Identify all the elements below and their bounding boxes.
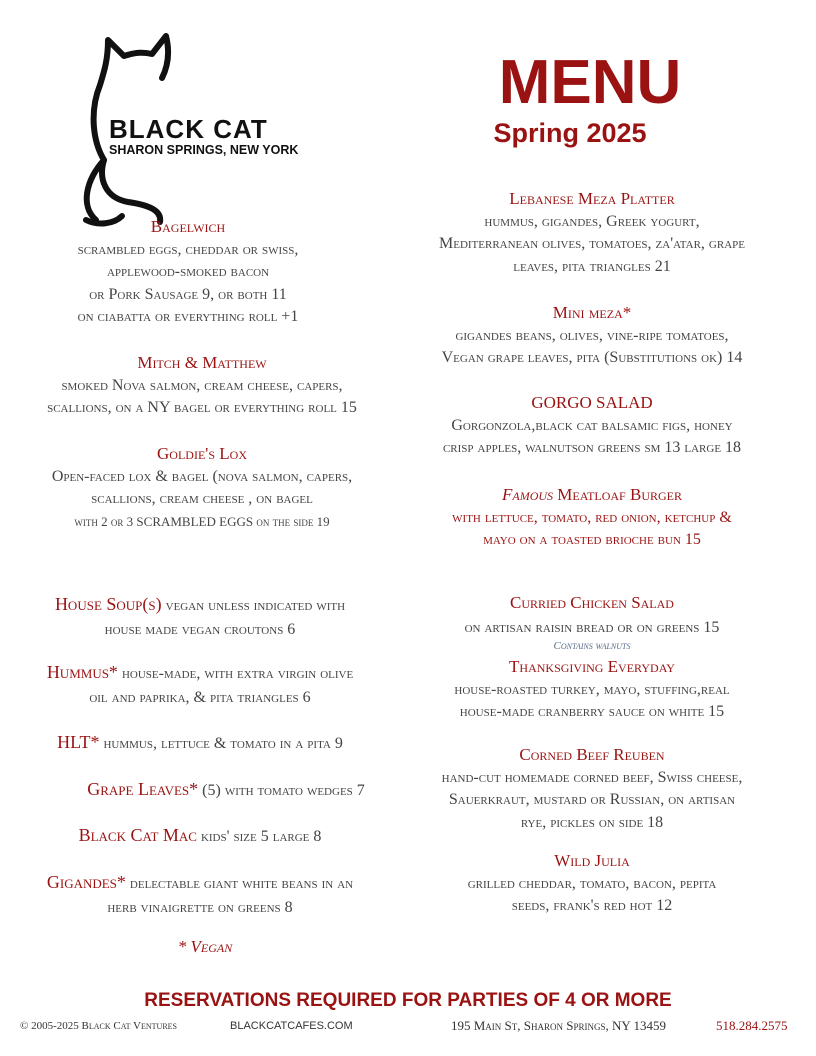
item-desc-line: rye, pickles on side 18: [520, 813, 664, 831]
item-name: Curried Chicken Salad: [510, 593, 674, 612]
item-desc-line: house made vegan croutons 6: [104, 621, 296, 638]
page-subtitle: Spring 2025: [493, 118, 647, 148]
menu-item-goldies-lox: [12, 443, 392, 533]
item-name: House Soup(s): [54, 594, 162, 614]
item-desc-line: Open-faced lox & bagel (nova salmon, capers,: [51, 467, 353, 485]
item-name: Gigandes*: [46, 872, 126, 892]
phone: 518.284.2575: [716, 1018, 788, 1033]
item-desc-line: with 2 or 3 SCRAMBLED EGGS on the side 19: [74, 513, 330, 529]
menu-item-house-soup: [12, 592, 388, 642]
menu-item-gigandes: [12, 870, 388, 920]
item-desc-line: gigandes beans, olives, vine-ripe tomatoes,: [455, 326, 729, 344]
item-desc-line: scallions, on a NY bagel or everything roll 15: [47, 399, 357, 416]
menu-item-corned-beef-reuben: [400, 744, 784, 834]
item-name: Grape Leaves*: [87, 779, 199, 799]
menu-item-mini-meza: [400, 302, 784, 370]
reservations-notice: RESERVATIONS REQUIRED FOR PARTIES OF 4 OR MORE: [144, 990, 672, 1011]
item-name: Goldie's Lox: [157, 444, 247, 463]
item-name: Corned Beef Reuben: [519, 745, 665, 764]
item-desc: house-made, with extra virgin olive: [117, 665, 354, 682]
item-desc-line: Vegan grape leaves, pita (Substitutions ok) 14: [441, 349, 743, 366]
item-name: [400, 484, 784, 507]
menu-item-meatloaf-burger: [400, 484, 784, 552]
item-name: Black Cat Mac: [78, 825, 197, 845]
logo-location: SHARON SPRINGS, NEW YORK: [109, 143, 299, 157]
menu-item-bagelwich: [12, 216, 364, 329]
item-name-prefix: Famous: [501, 485, 554, 504]
item-desc-line: oil and paprika, & pita triangles 6: [89, 689, 311, 706]
item-name: HLT*: [57, 732, 100, 752]
menu-item-lebanese-meza-platter: [400, 188, 784, 278]
item-desc-line: grilled cheddar, tomato, bacon, pepita: [467, 874, 717, 892]
item-name: Bagelwich: [150, 217, 226, 236]
page-title: MENU: [498, 48, 682, 117]
item-desc-line: scrambled eggs, cheddar or swiss,: [77, 240, 299, 258]
item-desc-line: or Pork Sausage 9, or both 11: [89, 285, 287, 303]
item-desc-line: with lettuce, tomato, red onion, ketchup &: [452, 508, 732, 526]
item-desc-line: leaves, pita triangles 21: [513, 257, 671, 275]
item-desc-line: Mediterranean olives, tomatoes, za'atar, grape: [439, 235, 745, 252]
item-desc-line: smoked Nova salmon, cream cheese, capers,: [61, 376, 343, 394]
item-desc-line: hand-cut homemade corned beef, Swiss cheese,: [441, 768, 743, 786]
item-name: Mini meza*: [552, 303, 632, 322]
item-name: Wild Julia: [554, 851, 630, 870]
item-desc-line: herb vinaigrette on greens 8: [107, 899, 293, 916]
address: 195 Main St, Sharon Springs, NY 13459: [451, 1018, 667, 1033]
item-desc-line: crisp apples, walnutson greens sm 13 large 18: [442, 439, 742, 456]
item-desc-line: mayo on a toasted brioche bun 15: [483, 531, 701, 548]
item-desc-line: scallions, cream cheese , on bagel: [91, 490, 313, 507]
menu-item-hummus: [12, 660, 388, 710]
menu-item-thanksgiving-everyday: [400, 656, 784, 724]
item-desc-line: hummus, gigandes, Greek yogurt,: [484, 212, 700, 230]
item-desc-line: Gorgonzola,black cat balsamic figs, honey: [451, 416, 733, 434]
item-desc-line: applewood-smoked bacon: [106, 263, 270, 280]
item-name-main: Meatloaf Burger: [557, 485, 682, 504]
item-desc: hummus, lettuce & tomato in a pita 9: [99, 735, 343, 752]
item-name: Thanksgiving Everyday: [509, 657, 675, 676]
item-note: Contains walnuts: [553, 640, 631, 652]
item-desc-line: house-made cranberry sauce on white 15: [459, 703, 725, 720]
menu-item-mitch-matthew: [12, 352, 392, 420]
item-desc: vegan unless indicated with: [161, 597, 346, 614]
item-desc: kids' size 5 large 8: [196, 828, 322, 845]
menu-item-gorgo-salad: [400, 392, 784, 460]
menu-item-curried-chicken-salad: [400, 592, 784, 653]
item-name: Mitch & Matthew: [137, 353, 267, 372]
item-desc: (5) with tomato wedges 7: [198, 782, 365, 799]
logo-name: BLACK CAT: [109, 114, 268, 144]
item-desc: delectable giant white beans in an: [125, 875, 354, 892]
menu-item-hlt: [12, 730, 388, 756]
item-desc-line: Sauerkraut, mustard or Russian, on artisan: [448, 791, 736, 808]
item-name: GORGO SALAD: [531, 393, 653, 412]
item-desc-line: seeds, frank's red hot 12: [511, 897, 673, 914]
item-desc-line: on artisan raisin bread or on greens 15: [464, 618, 720, 636]
menu-item-black-cat-mac: [12, 823, 388, 849]
menu-item-wild-julia: [400, 850, 784, 918]
item-name: Lebanese Meza Platter: [509, 189, 675, 208]
copyright: © 2005-2025 Black Cat Ventures: [20, 1020, 177, 1032]
item-name: Hummus*: [46, 662, 118, 682]
vegan-note: * Vegan: [177, 937, 233, 956]
website-link[interactable]: BLACKCATCAFES.COM: [230, 1020, 353, 1032]
menu-item-grape-leaves: [38, 777, 414, 803]
item-desc-line: house-roasted turkey, mayo, stuffing,real: [454, 680, 730, 698]
item-desc-line: on ciabatta or everything roll +1: [77, 308, 299, 325]
